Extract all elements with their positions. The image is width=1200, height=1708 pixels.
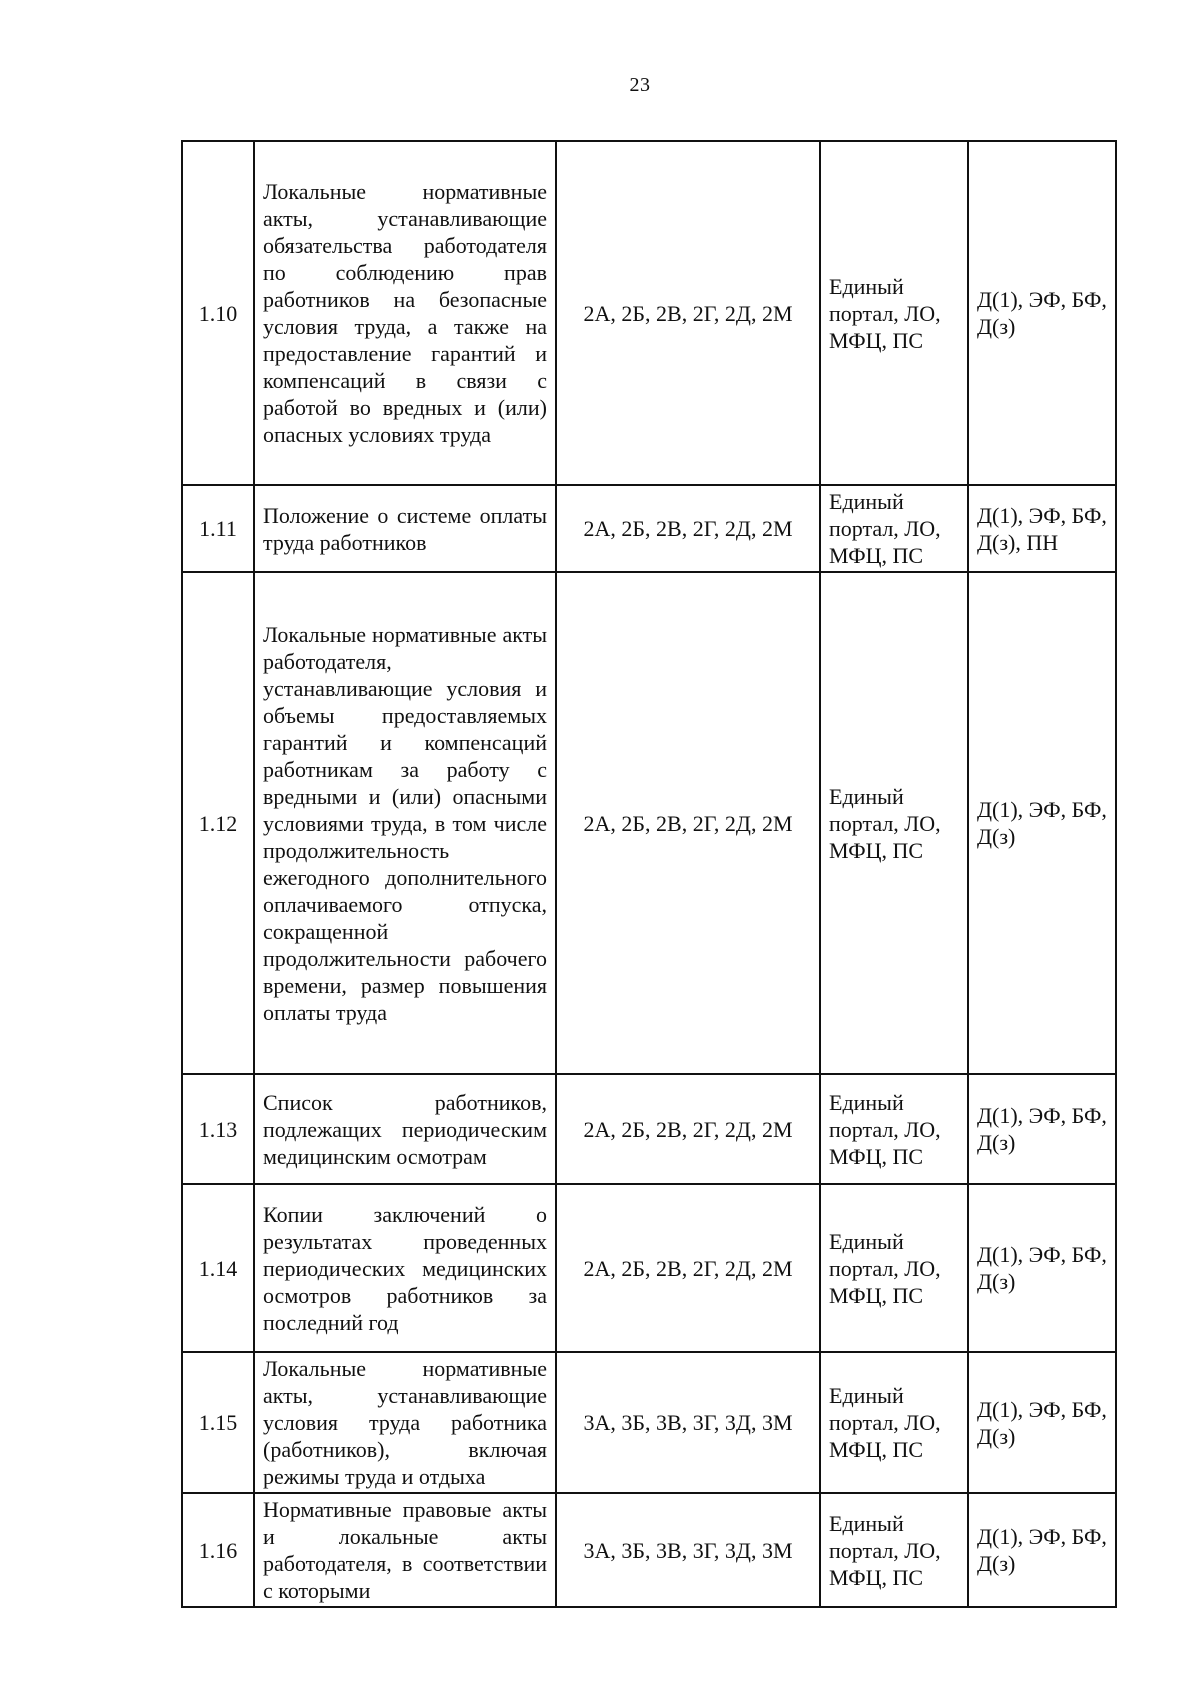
documents-table [181,140,1117,1608]
row-number: 1.16 [182,1493,254,1607]
table-row [182,485,1116,572]
applicant-groups: 2А, 2Б, 2В, 2Г, 2Д, 2М [556,572,820,1074]
document-title: Локальные нормативные акты работодателя, устанавливающие условия и объемы предоставляемых гарантий и компенсаций работникам за работу с вредными и (или) опасными условиями труда, в том числе продолжительность ежегодного дополнительного оплачиваемого отпуска, сокращенной продолжительности рабочего времени, размер повышения оплаты труда [254,572,556,1074]
row-number: 1.14 [182,1184,254,1352]
row-number: 1.12 [182,572,254,1074]
table-row [182,141,1116,485]
submission-channels: Единый портал, ЛО, МФЦ, ПС [820,485,968,572]
document-formats: Д(1), ЭФ, БФ, Д(з) [968,1352,1116,1493]
applicant-groups: 3А, 3Б, 3В, 3Г, 3Д, 3М [556,1493,820,1607]
submission-channels: Единый портал, ЛО, МФЦ, ПС [820,1184,968,1352]
page-number: 23 [629,74,651,96]
document-formats: Д(1), ЭФ, БФ, Д(з) [968,141,1116,485]
document-title: Список работников, подлежащих периодическим медицинским осмотрам [254,1074,556,1184]
submission-channels: Единый портал, ЛО, МФЦ, ПС [820,1493,968,1607]
document-formats: Д(1), ЭФ, БФ, Д(з) [968,1074,1116,1184]
row-number: 1.10 [182,141,254,485]
document-formats: Д(1), ЭФ, БФ, Д(з) [968,1493,1116,1607]
table-row [182,1352,1116,1493]
applicant-groups: 3А, 3Б, 3В, 3Г, 3Д, 3М [556,1352,820,1493]
submission-channels: Единый портал, ЛО, МФЦ, ПС [820,141,968,485]
row-number: 1.11 [182,485,254,572]
document-title: Положение о системе оплаты труда работников [254,485,556,572]
document-formats: Д(1), ЭФ, БФ, Д(з) [968,1184,1116,1352]
document-formats: Д(1), ЭФ, БФ, Д(з) [968,572,1116,1074]
applicant-groups: 2А, 2Б, 2В, 2Г, 2Д, 2М [556,1074,820,1184]
document-title: Локальные нормативные акты, устанавливающие обязательства работодателя по соблюдению прав работников на безопасные условия труда, а также на предоставление гарантий и компенсаций в связи с работой во вредных и (или) опасных условиях труда [254,141,556,485]
table-row [182,572,1116,1074]
row-number: 1.15 [182,1352,254,1493]
applicant-groups: 2А, 2Б, 2В, 2Г, 2Д, 2М [556,141,820,485]
document-title: Нормативные правовые акты и локальные акты работодателя, в соответствии с которыми [254,1493,556,1607]
table-row [182,1184,1116,1352]
table-row [182,1074,1116,1184]
applicant-groups: 2А, 2Б, 2В, 2Г, 2Д, 2М [556,1184,820,1352]
document-title: Локальные нормативные акты, устанавливающие условия труда работника (работников), включая режимы труда и отдыха [254,1352,556,1493]
row-number: 1.13 [182,1074,254,1184]
applicant-groups: 2А, 2Б, 2В, 2Г, 2Д, 2М [556,485,820,572]
document-title: Копии заключений о результатах проведенных периодических медицинских осмотров работников за последний год [254,1184,556,1352]
submission-channels: Единый портал, ЛО, МФЦ, ПС [820,1352,968,1493]
submission-channels: Единый портал, ЛО, МФЦ, ПС [820,572,968,1074]
document-formats: Д(1), ЭФ, БФ, Д(з), ПН [968,485,1116,572]
submission-channels: Единый портал, ЛО, МФЦ, ПС [820,1074,968,1184]
table-row [182,1493,1116,1607]
